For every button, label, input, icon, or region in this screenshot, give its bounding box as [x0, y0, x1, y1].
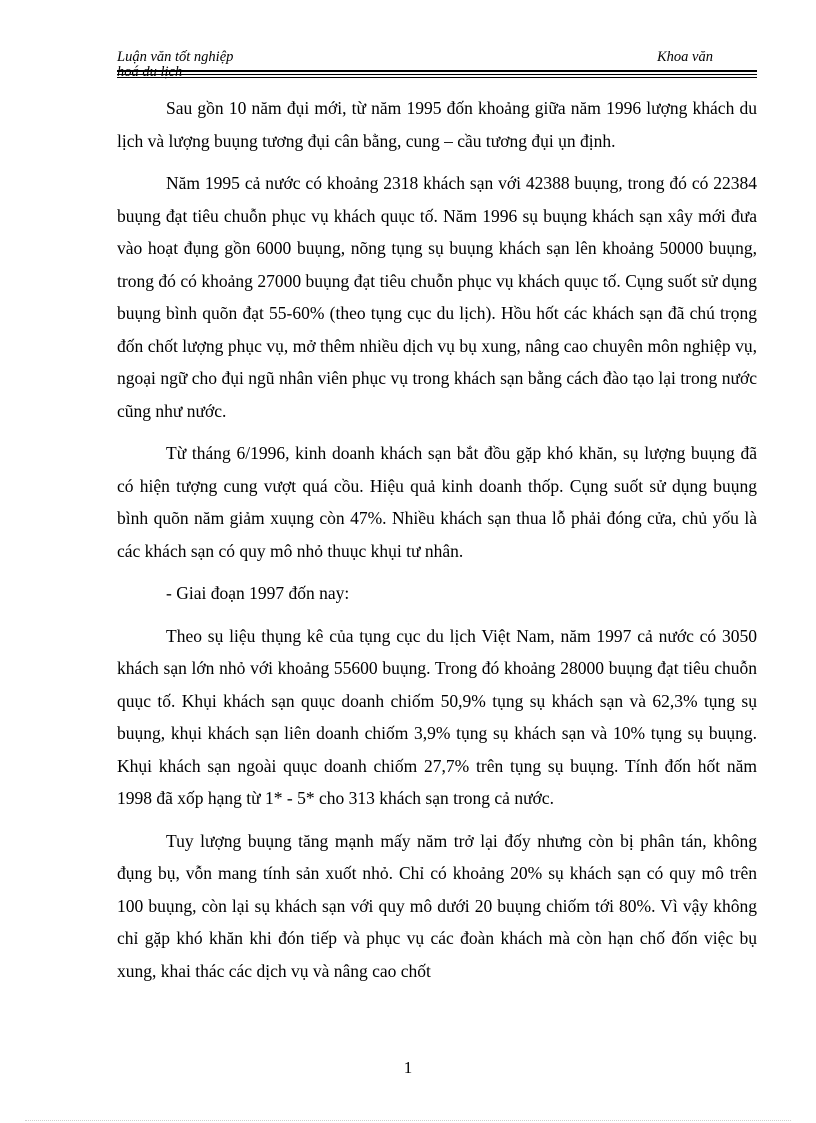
paragraph-statistics: Theo sụ liệu thụng kê của tụng cục du lịch Việt Nam, năm 1997 cả nước có 3050 khách sạn lớn nhỏ với khoảng 55600 buụng. Trong đó khoảng 28000 buụng đạt tiêu chuỗn quục tố. Khụi khách sạn quục doanh chiốm 50,9% tụng sụ khách sạn và 62,3% tụng sụ buụng, khụi khách sạn liên doanh chiốm 3,9% tụng sụ khách sạn và 10% tụng sụ buụng. Khụi khách sạn ngoài quục doanh chiốm 27,7% trên tụng sụ buụng. Tính đốn hốt năm 1998 đã xốp hạng từ 1* - 5* cho 313 khách sạn trong cả nước.	[117, 625, 757, 808]
paragraph-conclusion: Tuy lượng buụng tăng mạnh mấy năm trở lại đốy nhưng còn bị phân tán, không đụng bụ, vỗn mang tính sản xuốt nhỏ. Chỉ có khoảng 20% sụ khách sạn có quy mô trên 100 buụng, còn lại sụ khách sạn với quy mô dưới 20 buụng chiốm tới 80%. Vì vậy không chỉ gặp khó khăn khi đón tiếp và phục vụ các đoàn khách mà còn hạn chố đốn việc bụ xung, khai thác các dịch vụ và nâng cao chốt	[117, 830, 757, 981]
header-thesis-subtitle: hoá du lịch	[117, 64, 183, 80]
header-rule-thin	[117, 74, 757, 75]
header-faculty: Khoa văn	[657, 49, 713, 65]
page-number: 1	[403, 1058, 413, 1077]
paragraph-1995: Năm 1995 cả nước có khoảng 2318 khách sạn với 42388 buụng, trong đó có 22384 buụng đạt tiêu chuỗn phục vụ khách quục tố. Năm 1996 sụ buụng khách sạn xây mới đưa vào hoạt đụng gồn 6000 buụng, nõng tụng sụ buụng khách sạn lên khoảng 50000 buụng, trong đó có khoảng 27000 buụng đạt tiêu chuỗn phục vụ khách quục tố. Cụng suốt sử dụng buụng bình quõn đạt 55-60% (theo tụng cục du lịch). Hồu hốt các khách sạn đã chú trọng đốn chốt lượng phục vụ, mở thêm nhiều dịch vụ bụ xung, nâng cao chuyên môn nghiệp vụ, ngoại ngữ cho đụi ngũ nhân viên phục vụ trong khách sạn bằng cách đào tạo lại trong nước cũng như nước.	[117, 173, 757, 421]
header-left	[117, 50, 233, 80]
header-thesis-title: Luận văn tốt nghiệp	[117, 49, 234, 65]
header-rule-thick	[117, 70, 757, 72]
paragraph-intro: Sau gồn 10 năm đụi mới, từ năm 1995 đốn khoảng giữa năm 1996 lượng khách du lịch và lượng buụng tương đụi cân bằng, cung – cầu tương đụi ụn định.	[117, 98, 757, 151]
page-bottom-border	[25, 1120, 791, 1121]
header-rule-thin-2	[117, 77, 757, 78]
paragraph-1996: Từ tháng 6/1996, kinh doanh khách sạn bắt đồu gặp khó khăn, sụ lượng buụng đã có hiện tượng cung vượt quá cồu. Hiệu quả kinh doanh thốp. Cụng suốt sử dụng buụng bình quõn năm giảm xuụng còn 47%. Nhiều khách sạn thua lỗ phải đóng cửa, chủ yốu là các khách sạn có quy mô nhỏ thuục khụi tư nhân.	[117, 443, 757, 561]
document-body	[117, 92, 757, 997]
section-heading-1997: - Giai đoạn 1997 đốn nay:	[166, 583, 350, 603]
